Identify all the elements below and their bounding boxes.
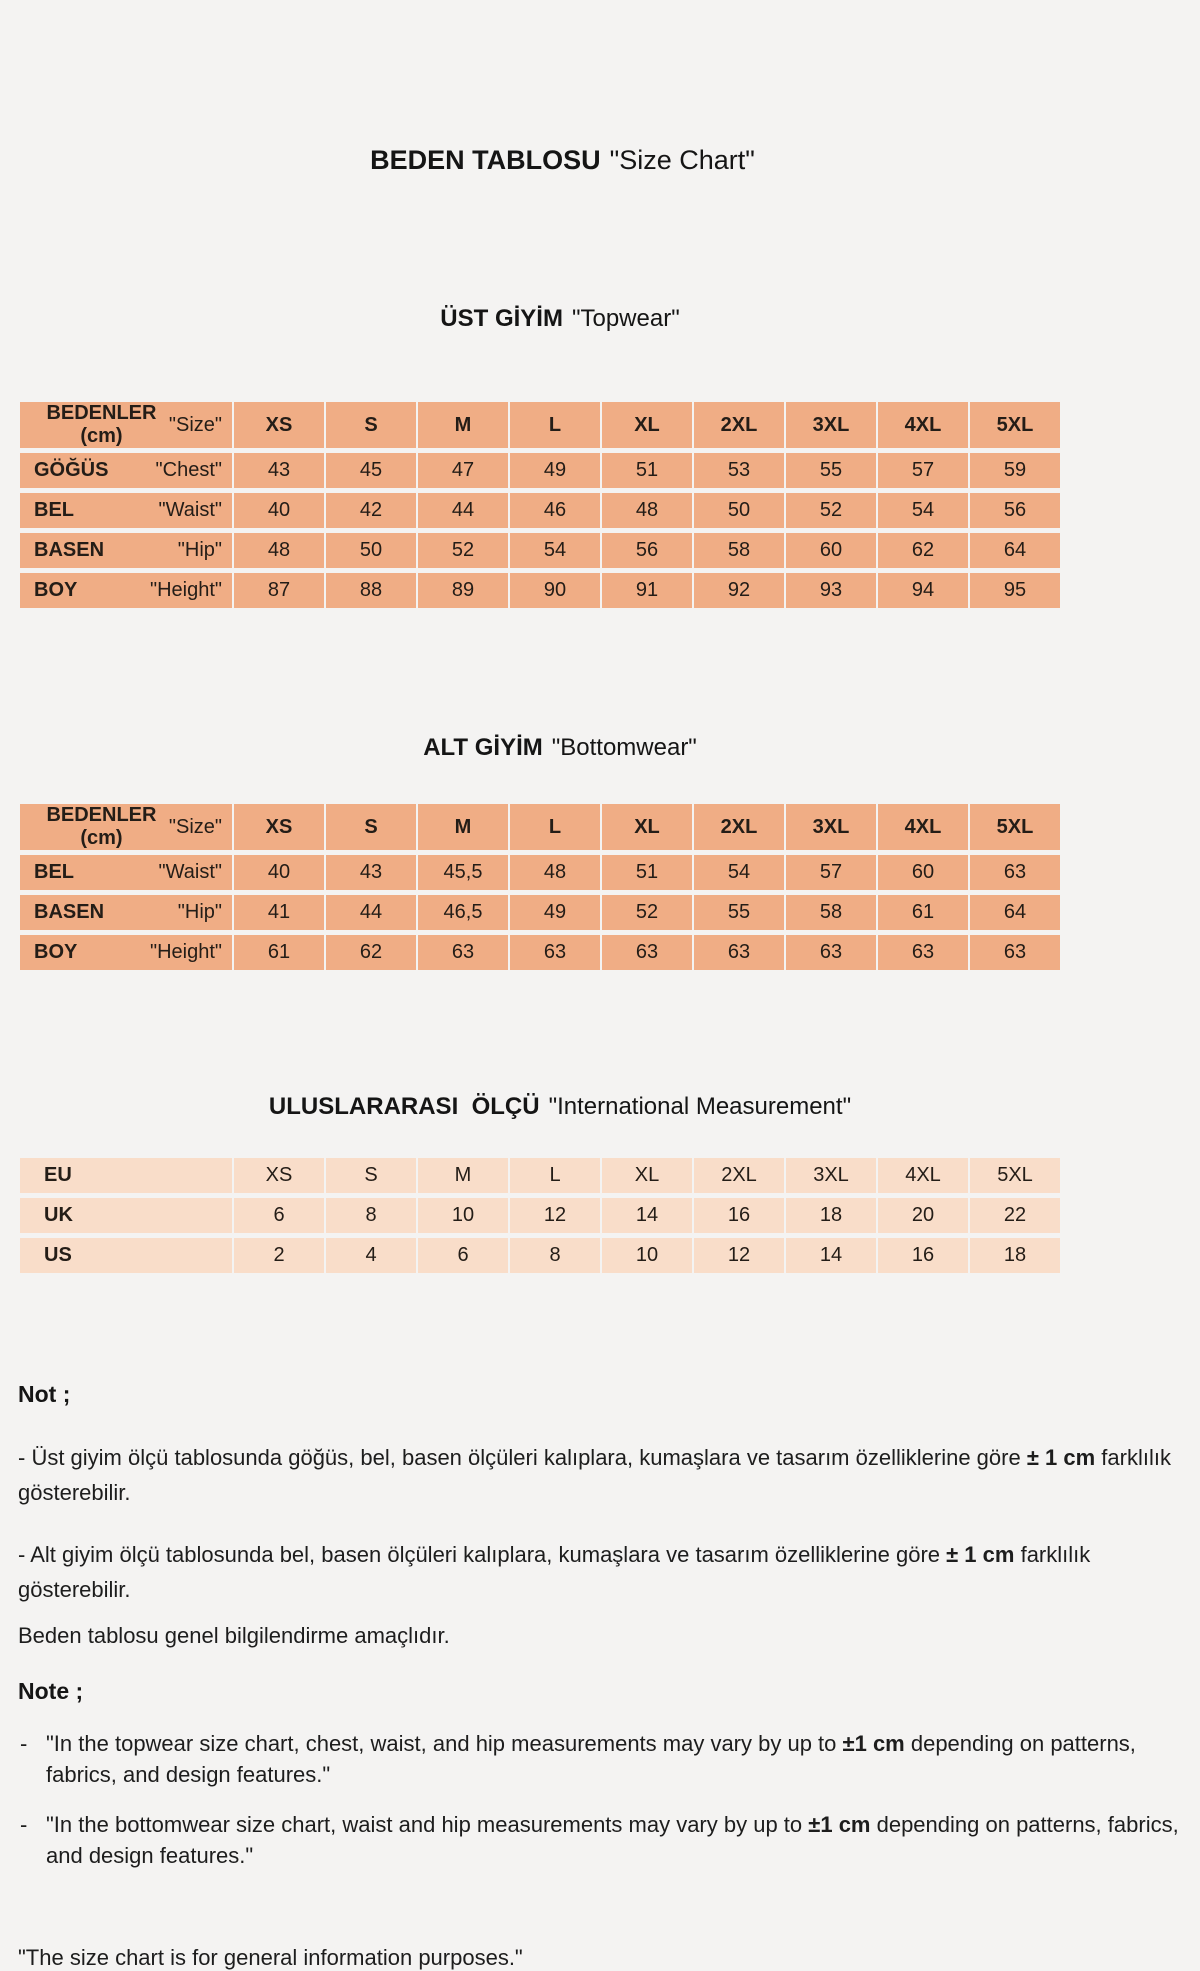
value-cell: 50 <box>326 533 416 568</box>
row-label-quote: "Height" <box>149 579 222 601</box>
topwear-table <box>18 397 1062 613</box>
value-cell: 8 <box>326 1198 416 1233</box>
bullet-marker: - <box>20 1812 28 1837</box>
value-cell: 4XL <box>878 1158 968 1193</box>
note-text-bold: ±1 cm <box>842 1731 905 1756</box>
value-cell: 56 <box>970 493 1060 528</box>
value-cell: 54 <box>878 493 968 528</box>
size-header-cell: 2XL <box>694 402 784 448</box>
value-cell: L <box>510 1158 600 1193</box>
value-cell: 12 <box>510 1198 600 1233</box>
value-cell: 10 <box>418 1198 508 1233</box>
bottomwear-heading-bold: ALT GİYİM <box>423 734 543 761</box>
value-cell: 2XL <box>694 1158 784 1193</box>
row-label-quote: "Hip" <box>177 539 222 561</box>
topwear-header-row <box>20 402 1060 448</box>
value-cell: 56 <box>602 533 692 568</box>
value-cell: 22 <box>970 1198 1060 1233</box>
row-label: BOY <box>34 941 78 963</box>
value-cell: 91 <box>602 573 692 608</box>
table-row <box>20 1238 1060 1273</box>
value-cell: 48 <box>602 493 692 528</box>
value-cell: 46,5 <box>418 895 508 930</box>
value-cell: 44 <box>326 895 416 930</box>
row-label-cell <box>20 1158 232 1193</box>
value-cell: 18 <box>970 1238 1060 1273</box>
bullet-text <box>46 1809 1184 1871</box>
value-cell: 64 <box>970 895 1060 930</box>
topwear-header-label: BEDENLER (cm) <box>46 402 157 447</box>
row-label-quote: "Hip" <box>177 901 222 923</box>
value-cell: 3XL <box>786 1158 876 1193</box>
row-label: BASEN <box>34 539 105 561</box>
row-label: BOY <box>34 579 78 601</box>
value-cell: 59 <box>970 453 1060 488</box>
size-header-cell: L <box>510 402 600 448</box>
value-cell: 60 <box>786 533 876 568</box>
bottomwear-header-row <box>20 804 1060 850</box>
bottomwear-table <box>18 799 1062 975</box>
value-cell: 62 <box>326 935 416 970</box>
row-label: BEL <box>34 861 74 883</box>
page-title <box>18 114 1062 207</box>
value-cell: 6 <box>234 1198 324 1233</box>
international-table <box>18 1153 1062 1278</box>
row-label: BEL <box>34 499 74 521</box>
note-text: farklılık gösterebilir. <box>18 1542 1091 1602</box>
value-cell: 60 <box>878 855 968 890</box>
table-row <box>20 935 1060 970</box>
value-cell: 46 <box>510 493 600 528</box>
note-text: "In the bottomwear size chart, waist and hip measurements may vary by up to <box>46 1812 809 1837</box>
value-cell: 43 <box>234 453 324 488</box>
value-cell: 63 <box>418 935 508 970</box>
size-header-cell: S <box>326 804 416 850</box>
value-cell: 62 <box>878 533 968 568</box>
value-cell: 55 <box>694 895 784 930</box>
value-cell: 58 <box>786 895 876 930</box>
value-cell: 61 <box>234 935 324 970</box>
value-cell: 54 <box>694 855 784 890</box>
topwear-header-label-cell <box>20 402 232 448</box>
row-label-cell <box>20 1198 232 1233</box>
value-cell: 53 <box>694 453 784 488</box>
table-row <box>20 895 1060 930</box>
value-cell: 16 <box>878 1238 968 1273</box>
value-cell: 63 <box>510 935 600 970</box>
value-cell: 93 <box>786 573 876 608</box>
row-label: BASEN <box>34 901 105 923</box>
value-cell: 40 <box>234 855 324 890</box>
row-label-cell <box>20 533 232 568</box>
value-cell: 57 <box>786 855 876 890</box>
notes-en-heading: Note ; <box>18 1678 84 1704</box>
value-cell: 61 <box>878 895 968 930</box>
row-label-cell <box>20 573 232 608</box>
value-cell: 5XL <box>970 1158 1060 1193</box>
size-header-cell: XS <box>234 804 324 850</box>
bottomwear-heading <box>18 706 1062 790</box>
table-row <box>20 573 1060 608</box>
note-tr-footer: Beden tablosu genel bilgilendirme amaçlıdır. <box>18 1623 450 1648</box>
value-cell: 51 <box>602 855 692 890</box>
value-cell: 49 <box>510 895 600 930</box>
international-heading-quote: "International Measurement" <box>548 1093 852 1120</box>
note-text: depending on patterns, fabrics, and design features." <box>46 1812 1179 1868</box>
value-cell: 47 <box>418 453 508 488</box>
bottomwear-header-label: BEDENLER (cm) <box>46 804 157 849</box>
value-cell: 50 <box>694 493 784 528</box>
bullet-marker: - <box>20 1731 28 1756</box>
table-row <box>20 855 1060 890</box>
topwear-heading-bold: ÜST GİYİM <box>440 305 563 332</box>
value-cell: XL <box>602 1158 692 1193</box>
value-cell: XS <box>234 1158 324 1193</box>
value-cell: 63 <box>970 935 1060 970</box>
size-header-cell: S <box>326 402 416 448</box>
value-cell: 4 <box>326 1238 416 1273</box>
size-header-cell: 5XL <box>970 402 1060 448</box>
value-cell: 63 <box>786 935 876 970</box>
row-label-quote: "Waist" <box>158 861 222 883</box>
international-heading <box>18 1065 1062 1149</box>
size-header-cell: 5XL <box>970 804 1060 850</box>
value-cell: M <box>418 1158 508 1193</box>
bullet-text <box>46 1728 1184 1790</box>
row-label-quote: "Height" <box>149 941 222 963</box>
value-cell: 89 <box>418 573 508 608</box>
note-en-topwear <box>18 1728 1184 1790</box>
row-label: EU <box>44 1164 72 1186</box>
value-cell: 40 <box>234 493 324 528</box>
topwear-heading-quote: "Topwear" <box>571 305 680 332</box>
bottomwear-header-label-cell <box>20 804 232 850</box>
note-tr-bottomwear <box>18 1537 1184 1607</box>
row-label-cell <box>20 935 232 970</box>
value-cell: 63 <box>602 935 692 970</box>
note-tr-topwear <box>18 1440 1184 1510</box>
size-header-cell: 3XL <box>786 402 876 448</box>
size-header-cell: 3XL <box>786 804 876 850</box>
size-header-cell: XS <box>234 402 324 448</box>
value-cell: 48 <box>234 533 324 568</box>
note-text-bold: ±1 cm <box>808 1812 871 1837</box>
table-row <box>20 1198 1060 1233</box>
row-label: UK <box>44 1204 73 1226</box>
value-cell: 52 <box>418 533 508 568</box>
value-cell: 16 <box>694 1198 784 1233</box>
size-header-cell: 4XL <box>878 402 968 448</box>
value-cell: 12 <box>694 1238 784 1273</box>
value-cell: 57 <box>878 453 968 488</box>
value-cell: 58 <box>694 533 784 568</box>
table-row <box>20 1158 1060 1193</box>
value-cell: 14 <box>602 1198 692 1233</box>
size-header-cell: 4XL <box>878 804 968 850</box>
value-cell: 18 <box>786 1198 876 1233</box>
value-cell: 44 <box>418 493 508 528</box>
note-en-footer: "The size chart is for general information purposes." <box>18 1945 523 1970</box>
size-header-cell: XL <box>602 402 692 448</box>
value-cell: 45,5 <box>418 855 508 890</box>
row-label-cell <box>20 453 232 488</box>
value-cell: 87 <box>234 573 324 608</box>
note-text: depending on patterns, fabrics, and design features." <box>46 1731 1136 1787</box>
table-row <box>20 493 1060 528</box>
value-cell: 42 <box>326 493 416 528</box>
table-row <box>20 533 1060 568</box>
value-cell: 95 <box>970 573 1060 608</box>
note-text: farklılık gösterebilir. <box>18 1445 1171 1505</box>
value-cell: 94 <box>878 573 968 608</box>
value-cell: 88 <box>326 573 416 608</box>
row-label-quote: "Chest" <box>155 459 222 481</box>
page-title-quote: "Size Chart" <box>609 145 755 175</box>
value-cell: 90 <box>510 573 600 608</box>
row-label: US <box>44 1244 72 1266</box>
size-header-cell: 2XL <box>694 804 784 850</box>
size-header-cell: M <box>418 402 508 448</box>
notes-section <box>0 1381 1200 1971</box>
note-text-bold: ± 1 cm <box>1026 1445 1096 1470</box>
topwear-heading <box>18 277 1062 361</box>
value-cell: 20 <box>878 1198 968 1233</box>
value-cell: 49 <box>510 453 600 488</box>
international-heading-bold: ULUSLARARASI ÖLÇÜ <box>268 1093 540 1120</box>
note-text: - Üst giyim ölçü tablosunda göğüs, bel, basen ölçüleri kalıplara, kumaşlara ve tasarım özelliklerine göre <box>18 1445 1027 1470</box>
value-cell: 6 <box>418 1238 508 1273</box>
value-cell: 63 <box>878 935 968 970</box>
value-cell: 54 <box>510 533 600 568</box>
size-header-cell: XL <box>602 804 692 850</box>
value-cell: 52 <box>786 493 876 528</box>
value-cell: 45 <box>326 453 416 488</box>
row-label-cell <box>20 855 232 890</box>
value-cell: 2 <box>234 1238 324 1273</box>
topwear-header-quote: "Size" <box>168 413 222 436</box>
value-cell: 64 <box>970 533 1060 568</box>
row-label-cell <box>20 493 232 528</box>
row-label: GÖĞÜS <box>34 459 109 481</box>
note-en-bottomwear <box>18 1809 1184 1871</box>
note-text-bold: ± 1 cm <box>946 1542 1015 1567</box>
row-label-quote: "Waist" <box>158 499 222 521</box>
value-cell: 63 <box>970 855 1060 890</box>
row-label-cell <box>20 1238 232 1273</box>
notes-tr-heading: Not ; <box>18 1381 71 1407</box>
value-cell: 55 <box>786 453 876 488</box>
bottomwear-header-quote: "Size" <box>168 815 222 838</box>
value-cell: 10 <box>602 1238 692 1273</box>
value-cell: S <box>326 1158 416 1193</box>
table-row <box>20 453 1060 488</box>
bottomwear-heading-quote: "Bottomwear" <box>551 734 697 761</box>
value-cell: 43 <box>326 855 416 890</box>
value-cell: 63 <box>694 935 784 970</box>
page-title-bold: BEDEN TABLOSU <box>370 145 601 175</box>
value-cell: 8 <box>510 1238 600 1273</box>
size-header-cell: L <box>510 804 600 850</box>
value-cell: 92 <box>694 573 784 608</box>
value-cell: 51 <box>602 453 692 488</box>
note-text: - Alt giyim ölçü tablosunda bel, basen ölçüleri kalıplara, kumaşlara ve tasarım özelliklerine göre <box>18 1542 947 1567</box>
value-cell: 48 <box>510 855 600 890</box>
value-cell: 41 <box>234 895 324 930</box>
value-cell: 14 <box>786 1238 876 1273</box>
row-label-cell <box>20 895 232 930</box>
value-cell: 52 <box>602 895 692 930</box>
size-header-cell: M <box>418 804 508 850</box>
note-text: "In the topwear size chart, chest, waist, and hip measurements may vary by up to <box>46 1731 843 1756</box>
